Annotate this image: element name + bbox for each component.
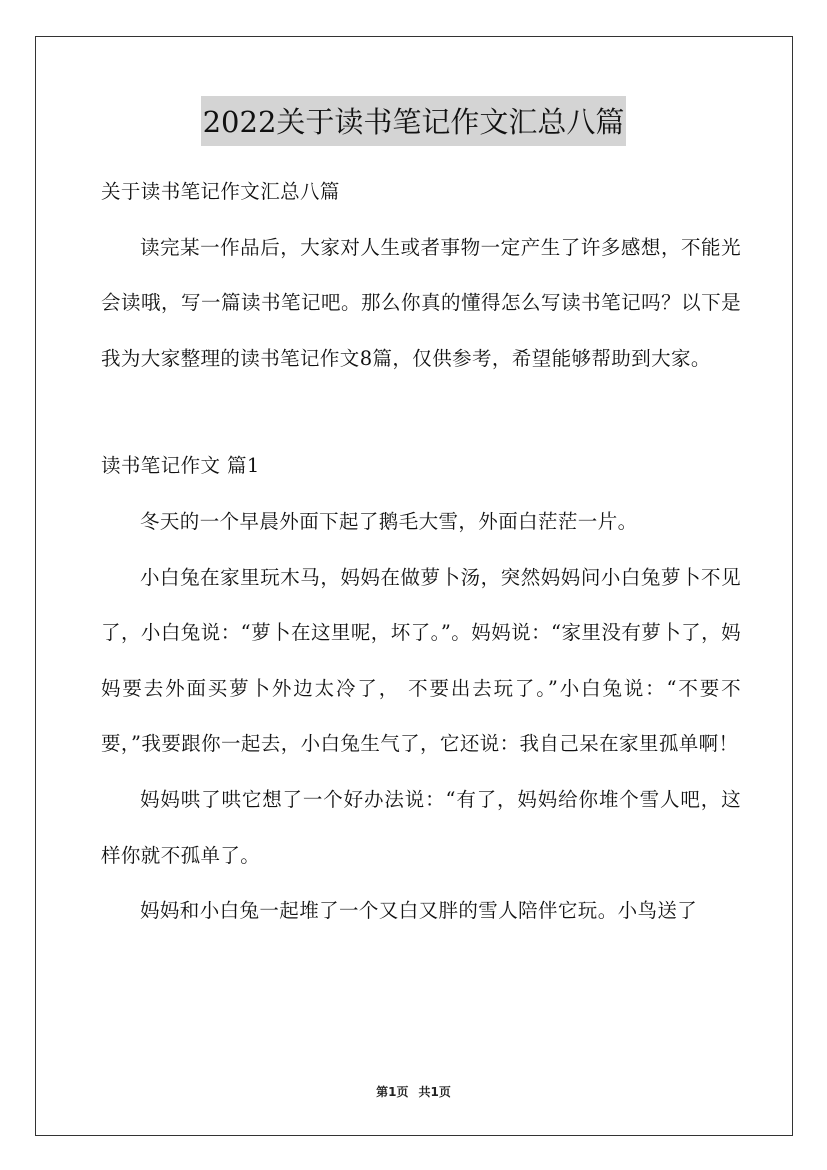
section-heading: 读书笔记作文 篇1 <box>101 454 260 478</box>
page-number-total: 共1页 <box>418 1085 451 1099</box>
document-subtitle: 关于读书笔记作文汇总八篇 <box>101 180 340 203</box>
body-paragraph-3: 妈妈哄了哄它想了一个好办法说：“有了，妈妈给你堆个雪人吧，这样你就不孤单了。 <box>101 787 741 867</box>
document-title: 2022关于读书笔记作文汇总八篇 <box>201 96 627 146</box>
body-paragraph-4: 妈妈和小白兔一起堆了一个又白又胖的雪人陪伴它玩。小鸟送了 <box>140 899 698 923</box>
intro-paragraph: 读完某一作品后，大家对人生或者事物一定产生了许多感想，不能光会读哦，写一篇读书笔记吧。那么你真的懂得怎么写读书笔记吗？以下是我为大家整理的读书笔记作文8篇，仅供参考，希望能够帮助到大家。 <box>101 235 741 370</box>
document-body <box>101 164 741 939</box>
page-footer <box>0 1083 827 1100</box>
page-number-current: 第1页 <box>376 1085 409 1099</box>
body-paragraph-2: 小白兔在家里玩木马，妈妈在做萝卜汤，突然妈妈问小白兔萝卜不见了，小白兔说：“萝卜在这里呢，坏了。”。妈妈说：“家里没有萝卜了，妈妈要去外面买萝卜外边太冷了， 不要出去玩了。”小白兔说：“不要不要，”我要跟你一起去，小白兔生气了，它还说：我自己呆在家里孤单啊！ <box>101 565 741 756</box>
body-paragraph-1: 冬天的一个早晨外面下起了鹅毛大雪，外面白茫茫一片。 <box>140 509 638 533</box>
title-container <box>0 96 827 146</box>
section-spacer <box>101 386 741 438</box>
